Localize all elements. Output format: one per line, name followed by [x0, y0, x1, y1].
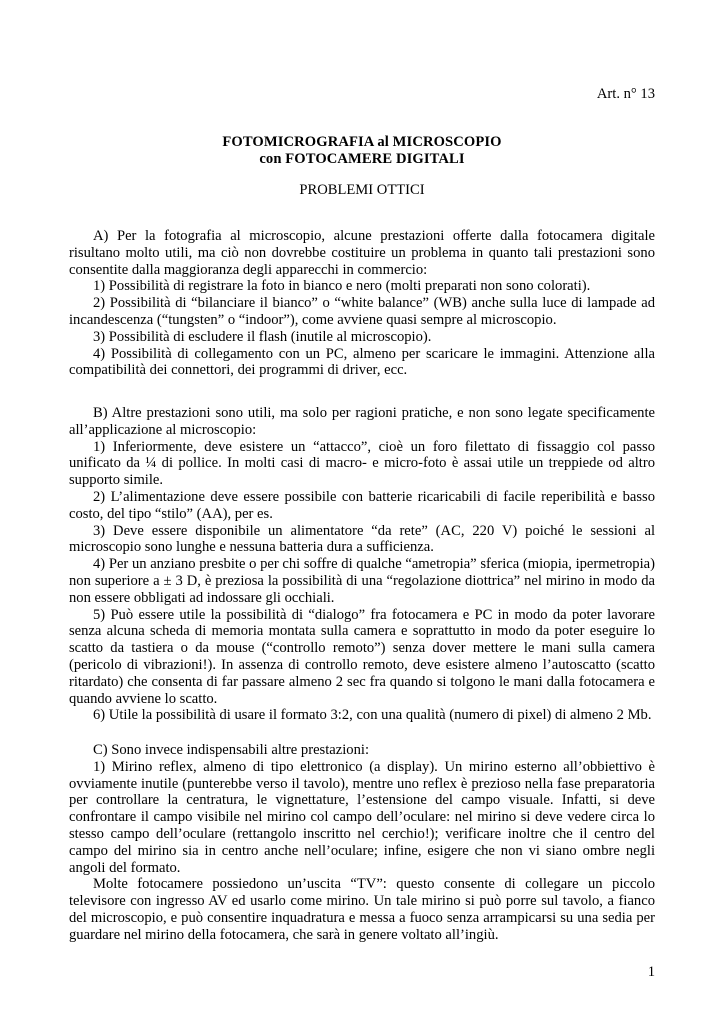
list-item: 4) Possibilità di collegamento con un PC, almeno per scaricare le immagini. Attenzione alla compatibilità dei connettori, dei programmi di driver, ecc. — [69, 345, 655, 379]
section-b — [69, 405, 655, 724]
list-item: 5) Può essere utile la possibilità di “dialogo” fra fotocamera e PC in modo da poter lavorare senza alcuna scheda di memoria montata sulla camera e soprattutto in modo da poter eseguire lo scatto da tastiera o da mouse (“controllo remoto”) senza dover mettere le mani sulla camera (pericolo di vibrazioni!). In assenza di controllo remoto, deve esistere almeno l’autoscatto (scatto ritardato) che consenta di far passare almeno 2 sec fra quando si tolgono le mani dalla fotocamera e quando avviene lo scatto. — [69, 606, 655, 707]
paragraph: Molte fotocamere possiedono un’uscita “TV”: questo consente di collegare un piccolo televisore con ingresso AV ed usarlo come mirino. Un tale mirino si può porre sul tavolo, a fianco del microscopio, e può consentire inquadratura e messa a fuoco senza arrampicarsi su una sedia per guardare nel mirino della fotocamera, che sarà in genere voltato all’ingiù. — [69, 876, 655, 943]
section-a — [69, 228, 655, 379]
page-number: 1 — [647, 964, 655, 980]
title-line-1: FOTOMICROGRAFIA al MICROSCOPIO — [222, 134, 502, 150]
list-item: 2) Possibilità di “bilanciare il bianco” o “white balance” (WB) anche sulla luce di lampade ad incandescenza (“tungsten” o “indoor”), come avviene quasi sempre al microscopio. — [69, 295, 655, 328]
list-item: 2) L’alimentazione deve essere possibile con batterie ricaricabili di facile reperibilità e basso costo, del tipo “stilo” (AA), per es. — [69, 488, 655, 522]
list-item: 1) Inferiormente, deve esistere un “attacco”, cioè un foro filettato di fissaggio col passo unificato da ¼ di pollice. In molti casi di macro- e micro-foto è assai utile un treppiede od altro supporto simile. — [69, 438, 655, 489]
article-number: Art. n° 13 — [596, 86, 655, 102]
section-heading: PROBLEMI OTTICI — [299, 182, 425, 198]
paragraph: B) Altre prestazioni sono utili, ma solo per ragioni pratiche, e non sono legate specificamente all’applicazione al microscopio: — [69, 405, 655, 438]
list-item: 3) Possibilità di escludere il flash (inutile al microscopio). — [93, 328, 432, 345]
paragraph: A) Per la fotografia al microscopio, alcune prestazioni offerte dalla fotocamera digitale risultano molto utili, ma ciò non dovrebbe costituire un problema in quanto tali prestazioni sono consentite dalla maggioranza degli apparecchi in commercio: — [69, 228, 655, 278]
list-item: 3) Deve essere disponibile un alimentatore “da rete” (AC, 220 V) poiché le sessioni al microscopio sono lunghe e nessuna batteria dura a sufficienza. — [69, 522, 655, 556]
paragraph: C) Sono invece indispensabili altre prestazioni: — [93, 742, 369, 758]
document-title — [0, 134, 724, 168]
list-item: 4) Per un anziano presbite o per chi soffre di qualche “ametropia” sferica (miopia, ipermetropia) non superiore a ± 3 D, è preziosa la possibilità di una “regolazione diottrica” nel mirino in modo da non essere obbligati ad indossare gli occhiali. — [69, 556, 655, 606]
title-line-2: con FOTOCAMERE DIGITALI — [259, 150, 465, 167]
section-c — [69, 742, 655, 944]
list-item: 1) Mirino reflex, almeno di tipo elettronico (a display). Un mirino esterno all’obbiettivo è ovviamente inutile (punterebbe verso il tavolo), mentre uno reflex è prezioso nella fase preparatoria per controllare la centratura, le vignettature, l’estensione del campo visuale. Infatti, si deve confrontare il campo visibile nel mirino col campo dell’oculare: nel mirino si deve vedere circa lo stesso campo dell’oculare (rettangolo inscritto nel cerchio!); verificare inoltre che il centro del campo del mirino sia in centro anche nell’oculare; infine, esigere che non vi siano ombre negli angoli del formato. — [69, 758, 655, 876]
list-item: 1) Possibilità di registrare la foto in bianco e nero (molti preparati non sono colorati). — [93, 278, 591, 295]
list-item: 6) Utile la possibilità di usare il formato 3:2, con una qualità (numero di pixel) di almeno 2 Mb. — [93, 707, 652, 724]
